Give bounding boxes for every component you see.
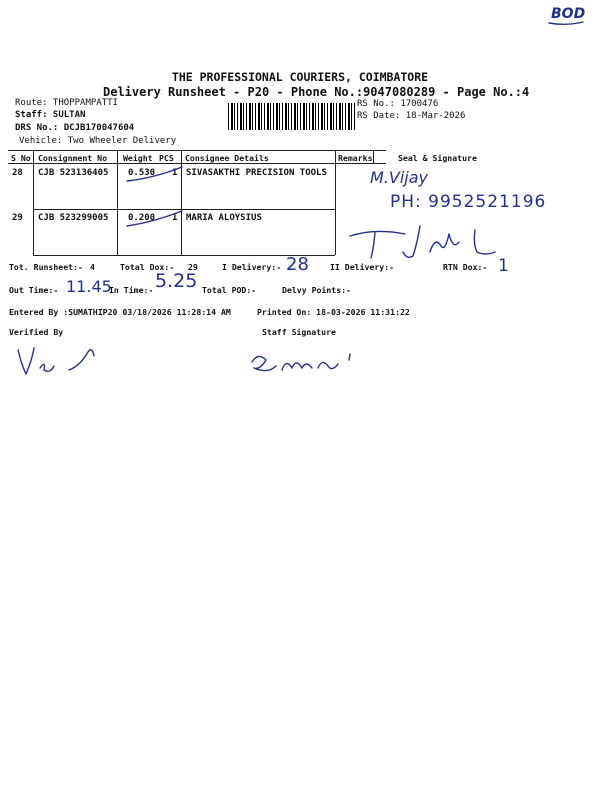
- verified-by-label: Verified By: [9, 327, 64, 337]
- col-header-weight: Weight: [123, 153, 153, 163]
- row-sno: 28: [12, 168, 23, 178]
- corner-mark: BOD: [551, 6, 586, 22]
- out-time-label: Out Time:-: [9, 285, 59, 295]
- total-pod-label: Total POD:-: [202, 285, 257, 295]
- row-consignment: CJB 523299005: [38, 213, 109, 223]
- row-pcs: 1: [172, 213, 178, 223]
- printed-on: Printed On: 18-03-2026 11:31:22: [257, 307, 410, 317]
- route: Route: THOPPAMPATTI: [15, 98, 118, 108]
- in-time-value: 5.25: [155, 270, 198, 292]
- i-delivery-label: I Delivery:-: [222, 262, 282, 272]
- row-sno: 29: [12, 213, 23, 223]
- i-delivery-value: 28: [286, 254, 309, 275]
- in-time-label: In Time:-: [109, 285, 154, 295]
- row-pcs: 1: [172, 168, 178, 178]
- entered-by: Entered By :SUMATHIP20 03/18/2026 11:28:14 AM: [9, 307, 231, 317]
- rs-date: RS Date: 18-Mar-2026: [357, 111, 466, 121]
- handwritten-signature-29: [345, 222, 520, 262]
- vehicle: Vehicle: Two Wheeler Delivery: [19, 136, 177, 146]
- delvy-points-label: Delvy Points:-: [282, 285, 352, 295]
- ii-delivery-label: II Delivery:-: [330, 262, 395, 272]
- col-header-consignee: Consignee Details: [185, 153, 269, 163]
- col-header-remarks: Remarks: [338, 153, 373, 163]
- col-header-pcs: PCS: [159, 153, 174, 163]
- staff-signature-label: Staff Signature: [262, 327, 336, 337]
- rtn-dox-value: 1: [498, 256, 509, 276]
- total-dox-label: Total Dox:-: [120, 262, 175, 272]
- company-title: THE PROFESSIONAL COURIERS, COIMBATORE: [171, 70, 429, 84]
- tot-runsheet-value: 4: [90, 262, 95, 272]
- row-consignment: CJB 523136405: [38, 168, 109, 178]
- verified-by-signature: [14, 340, 104, 380]
- rs-number: RS No.: 1700476: [357, 99, 439, 109]
- barcode: [228, 103, 356, 130]
- out-time-value: 11.45: [66, 277, 112, 296]
- col-header-sno: S No: [11, 153, 31, 163]
- total-dox-value: 29: [188, 262, 198, 272]
- runsheet-subtitle: Delivery Runsheet - P20 - Phone No.:9047080289 - Page No.:4: [103, 85, 530, 99]
- row-weight: 0.530: [128, 168, 156, 178]
- corner-mark-underline: [548, 20, 584, 26]
- signature-phone: PH: 9952521196: [390, 192, 547, 212]
- staff: Staff: SULTAN: [15, 110, 86, 120]
- row-consignee: MARIA ALOYSIUS: [186, 213, 262, 223]
- tick-mark-28: [124, 162, 186, 184]
- rtn-dox-label: RTN Dox:-: [443, 262, 488, 272]
- row-consignee: SIVASAKTHI PRECISION TOOLS: [186, 168, 327, 178]
- col-header-consignment: Consignment No: [38, 153, 108, 163]
- staff-signature: [248, 348, 358, 378]
- row-weight: 0.200: [128, 213, 156, 223]
- tick-mark-29: [124, 207, 186, 229]
- tot-runsheet-label: Tot. Runsheet:-: [9, 262, 83, 272]
- signature-name: M.Vijay: [370, 168, 428, 187]
- drs-number: DRS No.: DCJB170047604: [15, 123, 135, 133]
- col-header-seal-signature: Seal & Signature: [398, 153, 477, 163]
